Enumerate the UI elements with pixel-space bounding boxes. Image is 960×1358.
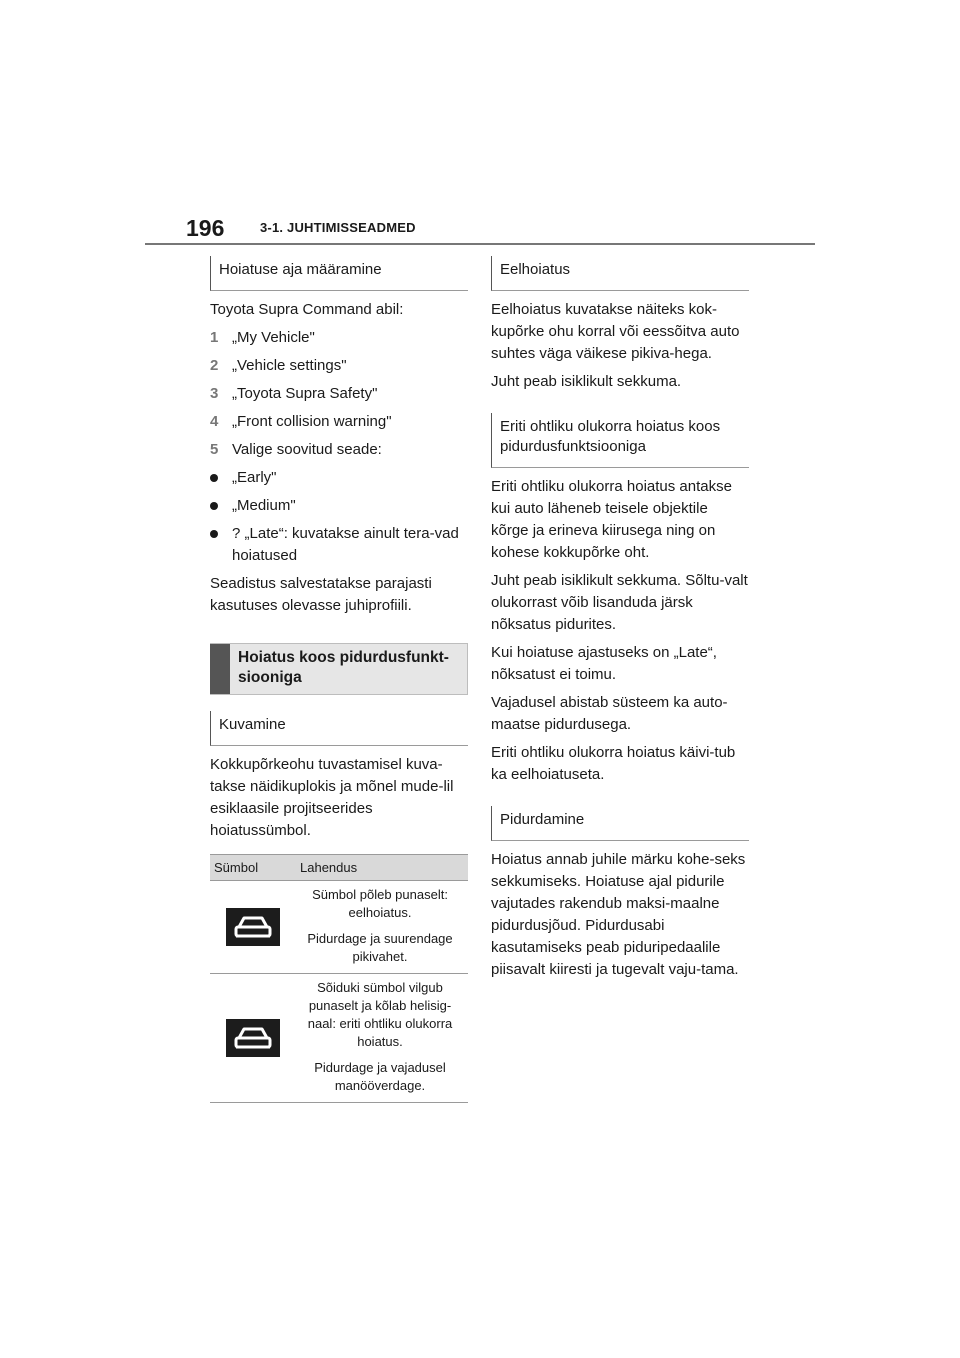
solution-cell: [296, 881, 468, 973]
bullet-icon: [210, 523, 232, 567]
settings-note: Seadistus salvestatakse parajasti kasutuses olevasse juhiprofiili.: [210, 575, 432, 614]
left-column: [210, 256, 468, 1103]
paragraph: Eriti ohtliku olukorra hoiatus antakse kui auto läheneb teisele objektile kõrge ja erineva kiirusega ning on kohese kokkupõrke oht.: [491, 478, 732, 561]
paragraph: Eriti ohtliku olukorra hoiatus käivi-tub ka eelhoiatuseta.: [491, 744, 736, 783]
solution-line: Pidurdage ja vajadusel manööverdage.: [314, 1060, 446, 1093]
symbol-cell: [210, 881, 296, 973]
table-row: [210, 974, 468, 1103]
bullet-text: ? „Late“: kuvatakse ainult tera-vad hoiatused: [232, 525, 459, 564]
subhead-warning-timing: Hoiatuse aja määramine: [210, 256, 468, 291]
step-text: „Toyota Supra Safety": [232, 385, 378, 402]
bullet-icon: [210, 467, 232, 489]
solution-line: Sõiduki sümbol vilgub punaselt ja kõlab helisig-naal: eriti ohtliku olukorra hoiatus.: [307, 980, 453, 1049]
symbol-cell: [210, 974, 296, 1102]
collision-warning-icon: [226, 908, 280, 946]
paragraph: Hoiatus annab juhile märku kohe-seks sekkumiseks. Hoiatuse ajal pidurile vajutades rakendub maksi-maalne pidurdusjõud. Pidurdusabi kasutamiseks peab piduripedaalile piisavalt kiiresti ja tugevalt vaju-tama.: [491, 851, 746, 978]
step-item: [210, 383, 468, 405]
paragraph: Juht peab isiklikult sekkuma.: [491, 373, 682, 390]
step-number: 4: [210, 413, 219, 430]
bullet-text: „Medium": [232, 497, 296, 514]
bullet-icon: [210, 495, 232, 517]
step-number: 1: [210, 329, 219, 346]
collision-warning-icon: [226, 1019, 280, 1057]
step-item: [210, 327, 468, 349]
symbol-table: [210, 854, 468, 1103]
intro-text: Toyota Supra Command abil:: [210, 301, 404, 318]
step-number: 5: [210, 441, 219, 458]
display-text: Kokkupõrkeohu tuvastamisel kuva-takse näidikuplokis ja mõnel mude-lil esiklaasile projitseerides hoiatussümbol.: [210, 756, 454, 839]
bullet-item: [210, 467, 468, 489]
subhead-braking: Pidurdamine: [491, 806, 749, 841]
step-item: [210, 439, 468, 461]
page-number: 196: [186, 215, 225, 241]
section-title-text: Hoiatus koos pidurdusfunkt-siooniga: [238, 649, 449, 686]
right-column: [491, 256, 749, 987]
paragraph: Eelhoiatus kuvatakse näiteks kok-kupõrke ohu korral või eessõitva auto suhtes väga väikese pikiva-hega.: [491, 301, 740, 362]
step-text: „My Vehicle": [232, 329, 315, 346]
section-bar: [210, 644, 230, 694]
solution-cell: [296, 974, 468, 1102]
subhead-prewarning: Eelhoiatus: [491, 256, 749, 291]
step-text: „Front collision warning": [232, 413, 392, 430]
solution-line: Sümbol põleb punaselt: eelhoiatus.: [312, 887, 448, 920]
table-row: [210, 881, 468, 974]
header-rule: [145, 243, 815, 245]
bullet-item: [210, 495, 468, 517]
paragraph: Juht peab isiklikult sekkuma. Sõltu-valt olukorrast võib lisanduda järsk nõksatus pidurites.: [491, 572, 748, 633]
section-title: [210, 643, 468, 695]
paragraph: Vajadusel abistab süsteem ka auto-maatse pidurdusega.: [491, 694, 728, 733]
step-number: 3: [210, 385, 219, 402]
table-header: [210, 854, 468, 881]
solution-line: Pidurdage ja suurendage pikivahet.: [307, 931, 453, 964]
step-item: [210, 411, 468, 433]
chapter-title: 3-1. JUHTIMISSEADMED: [260, 220, 416, 235]
subhead-acute-warning: Eriti ohtliku olukorra hoiatus koos pidurdusfunktsiooniga: [491, 413, 749, 468]
step-text: „Vehicle settings": [232, 357, 347, 374]
paragraph: Kui hoiatuse ajastuseks on „Late“, nõksatust ei toimu.: [491, 644, 717, 683]
bullet-item: [210, 523, 468, 567]
subhead-display: Kuvamine: [210, 711, 468, 746]
step-text: Valige soovitud seade:: [232, 441, 382, 458]
step-number: 2: [210, 357, 219, 374]
header-symbol: Sümbol: [214, 859, 259, 875]
bullet-text: „Early": [232, 469, 277, 486]
step-item: [210, 355, 468, 377]
header-solution: Lahendus: [300, 859, 358, 875]
